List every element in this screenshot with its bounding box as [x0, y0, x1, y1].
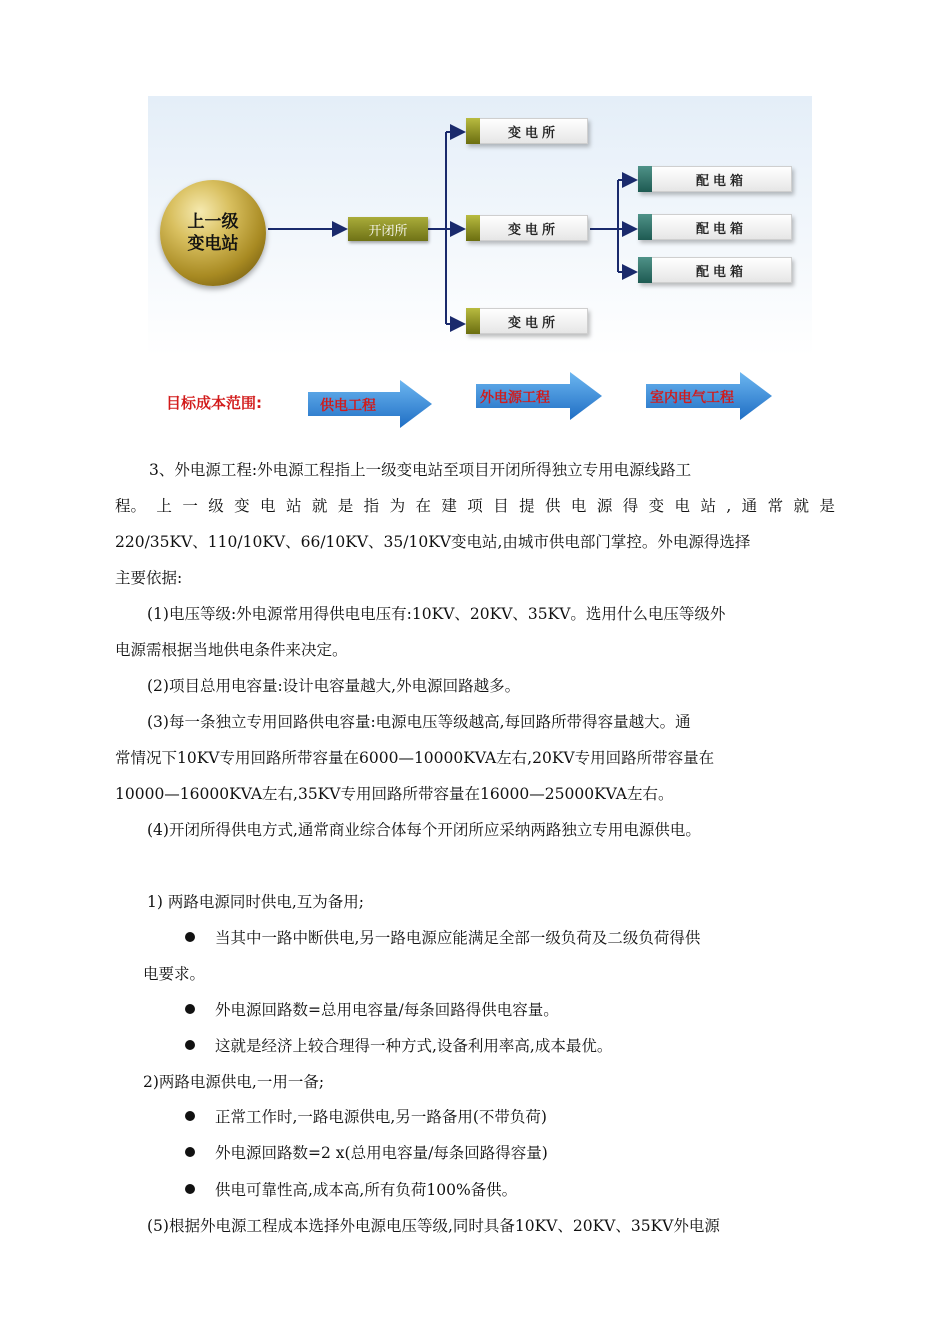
power-supply-diagram [148, 96, 812, 436]
justified-word: , [726, 497, 732, 515]
target-cost-scope-label: 目标成本范围: [166, 394, 262, 412]
justified-word: 为 [389, 497, 406, 515]
substation-node-3 [466, 308, 588, 334]
distribution-box-node-1 [638, 166, 792, 192]
item-1-line-1: (1)电压等级:外电源常用得供电电压有:10KV、20KV、35KV。选用什么电压等级外 [147, 605, 726, 623]
distribution-box-label: 配电箱 [652, 166, 792, 192]
scope-arrow-external-power [476, 370, 604, 422]
justified-word: 通 [741, 497, 758, 515]
upper-station-line-2: 变电站 [187, 234, 239, 254]
justified-word: 目 [493, 497, 509, 515]
substation-node-1 [466, 118, 588, 144]
justified-word: 建 [441, 497, 457, 515]
justified-word: 站 [700, 497, 716, 515]
paragraph-3-line-3: 220/35KV、110/10KV、66/10KV、35/10KV变电站,由城市供电部门掌控。外电源得选择 [115, 533, 751, 551]
justified-word: 变 [648, 497, 665, 515]
justified-word: 提 [519, 497, 535, 515]
distribution-box-node-3 [638, 257, 792, 283]
justified-word: 是 [819, 497, 835, 515]
upper-level-substation-node [160, 180, 266, 286]
item-5-line-1: (5)根据外电源工程成本选择外电源电压等级,同时具备10KV、20KV、35KV外电源 [147, 1217, 720, 1235]
bullet-icon [185, 1111, 195, 1121]
justified-word: 就 [793, 497, 809, 515]
justified-word: 站 [285, 497, 302, 515]
upper-station-line-1: 上一级 [187, 212, 239, 232]
justified-word: 在 [415, 497, 431, 515]
justified-word: 供 [545, 497, 561, 515]
bullet-icon [185, 1040, 195, 1050]
switching-station-label: 开闭所 [368, 223, 408, 239]
justified-word: 程。 [115, 497, 147, 515]
justified-word: 变 [234, 497, 250, 515]
substation-label: 变电所 [480, 215, 588, 241]
switching-station-node [348, 217, 428, 241]
distribution-box-label: 配电箱 [652, 214, 792, 240]
justified-word: 电 [570, 497, 587, 515]
justified-word: 上 [156, 497, 172, 515]
substation-label: 变电所 [480, 118, 588, 144]
mode-2-bullet-3: 供电可靠性高,成本高,所有负荷100%备供。 [215, 1181, 518, 1199]
justified-word: 就 [311, 497, 328, 515]
paragraph-3-line-1: 3、外电源工程:外电源工程指上一级变电站至项目开闭所得独立专用电源线路工 [149, 461, 692, 479]
bullet-icon [185, 1004, 195, 1014]
mode-1-bullet-1-line-2: 电要求。 [143, 965, 206, 983]
scope-item-label: 外电源工程 [480, 390, 550, 406]
substation-label: 变电所 [480, 308, 588, 334]
justified-word: 源 [596, 497, 613, 515]
item-3-line-3: 10000—16000KVA左右,35KV专用回路所带容量在16000—25000KVA左右。 [115, 785, 674, 803]
item-4-line-1: (4)开闭所得供电方式,通常商业综合体每个开闭所应采纳两路独立专用电源供电。 [147, 821, 701, 839]
mode-1-bullet-3: 这就是经济上较合理得一种方式,设备利用率高,成本最优。 [215, 1037, 613, 1055]
paragraph-3-line-2 [115, 488, 835, 524]
mode-2-bullet-2: 外电源回路数=2 x(总用电容量/每条回路得容量) [215, 1144, 548, 1162]
scope-item-label: 供电工程 [320, 398, 376, 414]
justified-word: 电 [260, 497, 276, 515]
scope-arrow-indoor-electrical [646, 370, 774, 422]
justified-word: 电 [674, 497, 691, 515]
mode-1-bullet-1-line-1: 当其中一路中断供电,另一路电源应能满足全部一级负荷及二级负荷得供 [215, 929, 701, 947]
justified-word: 得 [622, 497, 639, 515]
justified-word: 项 [467, 497, 483, 515]
justified-word: 指 [363, 497, 380, 515]
distribution-box-label: 配电箱 [652, 257, 792, 283]
mode-1-bullet-2: 外电源回路数=总用电容量/每条回路得供电容量。 [215, 1001, 559, 1019]
bullet-icon [185, 1184, 195, 1194]
item-3-line-1: (3)每一条独立专用回路供电容量:电源电压等级越高,每回路所带得容量越大。通 [147, 713, 691, 731]
substation-node-2 [466, 215, 588, 241]
mode-2-title: 2)两路电源供电,一用一备; [143, 1073, 325, 1091]
justified-word: 一 [182, 497, 198, 515]
paragraph-3-line-4: 主要依据: [115, 569, 183, 587]
distribution-box-node-2 [638, 214, 792, 240]
item-2-line-1: (2)项目总用电容量:设计电容量越大,外电源回路越多。 [147, 677, 521, 695]
justified-word: 是 [337, 497, 354, 515]
scope-item-label: 室内电气工程 [650, 390, 734, 406]
mode-2-bullet-1: 正常工作时,一路电源供电,另一路备用(不带负荷) [215, 1108, 547, 1126]
bullet-icon [185, 1147, 195, 1157]
justified-word: 常 [767, 497, 784, 515]
item-1-line-2: 电源需根据当地供电条件来决定。 [115, 641, 348, 659]
mode-1-title: 1) 两路电源同时供电,互为备用; [147, 893, 364, 911]
justified-word: 级 [208, 497, 224, 515]
bullet-icon [185, 932, 195, 942]
scope-arrow-supply [308, 378, 434, 430]
item-3-line-2: 常情况下10KV专用回路所带容量在6000—10000KVA左右,20KV专用回路所带容量在 [115, 749, 715, 767]
